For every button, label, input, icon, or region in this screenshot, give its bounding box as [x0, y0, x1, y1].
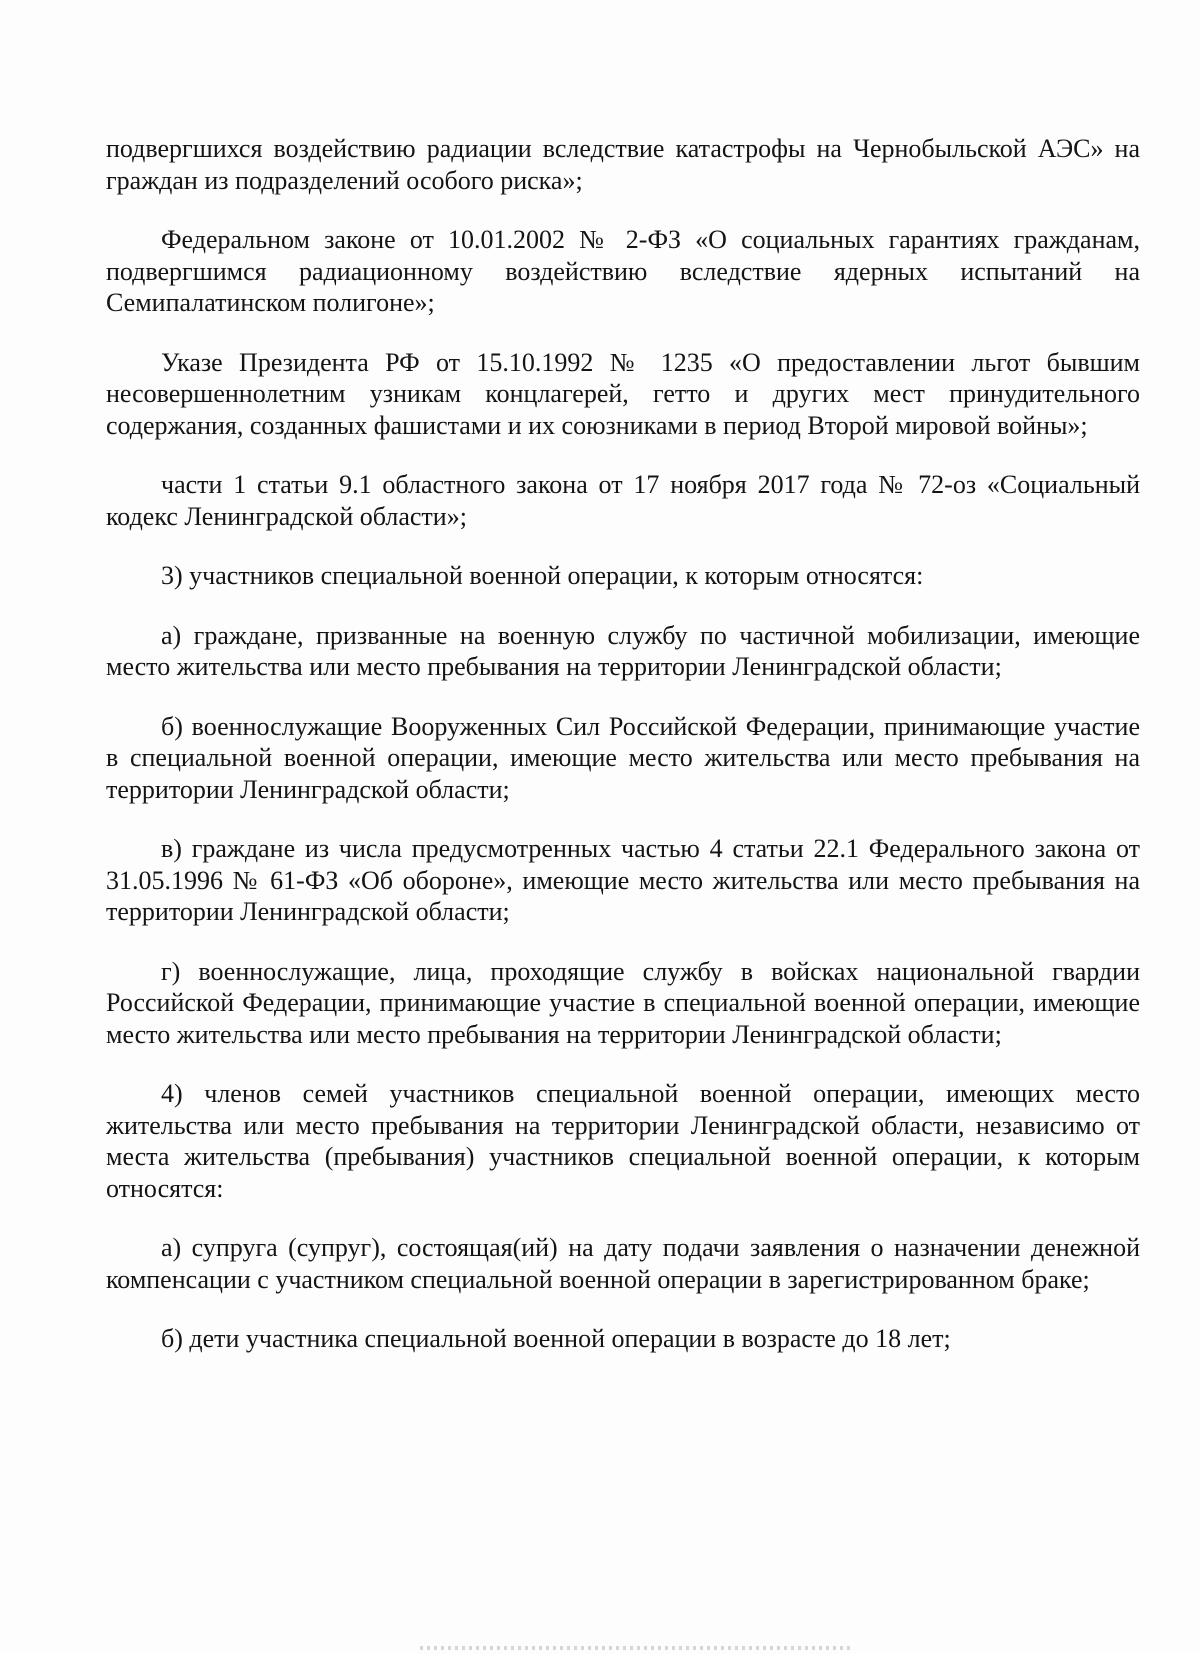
paragraph-item-4a: а) супруга (супруг), состоящая(ий) на дату подачи заявления о назначении денежной компенсации с участником специальной военной операции в зарегистрированном браке; — [106, 1233, 1140, 1294]
paragraph-president-decree: Указе Президента РФ от 15.10.1992 № 1235 «О предоставлении льгот бывшим несовершеннолетним узникам концлагерей, гетто и других мест принудительного содержания, созданных фашистами и их союзниками в период Второй мировой войны»; — [106, 347, 1140, 440]
document-body — [106, 133, 1140, 1383]
paragraph-social-code: части 1 статьи 9.1 областного закона от 17 ноября 2017 года № 72-оз «Социальный кодекс Ленинградской области»; — [106, 470, 1140, 531]
paragraph-item-4-heading: 4) членов семей участников специальной военной операции, имеющих место жительства или место пребывания на территории Ленинградской области, независимо от места жительства (пребывания) участников специальной военной операции, к которым относятся: — [106, 1079, 1140, 1203]
paragraph-item-3-heading: 3) участников специальной военной операции, к которым относятся: — [161, 561, 924, 590]
scan-artifact — [420, 1646, 850, 1650]
paragraph-semipalatinsk-law: Федеральном законе от 10.01.2002 № 2-ФЗ «О социальных гарантиях гражданам, подвергшимся радиационному воздействию вследствие ядерных испытаний на Семипалатинском полигоне»; — [106, 225, 1140, 317]
paragraph-item-3a: а) граждане, призванные на военную службу по частичной мобилизации, имеющие место жительства или место пребывания на территории Ленинградской области; — [106, 620, 1140, 681]
paragraph-item-3b: б) военнослужащие Вооруженных Сил Российской Федерации, принимающие участие в специальной военной операции, имеющие место жительства или место пребывания на территории Ленинградской области; — [106, 711, 1140, 804]
paragraph-item-3v: в) граждане из числа предусмотренных частью 4 статьи 22.1 Федерального закона от 31.05.1996 № 61-ФЗ «Об обороне», имеющие место жительства или место пребывания на территории Ленинградской области; — [106, 834, 1140, 926]
paragraph-chernobyl-continuation: подвергшихся воздействию радиации вследствие катастрофы на Чернобыльской АЭС» на граждан из подразделений особого риска»; — [106, 134, 1140, 195]
paragraph-item-4b: б) дети участника специальной военной операции в возрасте до 18 лет; — [161, 1324, 951, 1353]
paragraph-item-3g: г) военнослужащие, лица, проходящие службу в войсках национальной гвардии Российской Федерации, принимающие участие в специальной военной операции, имеющие место жительства или место пребывания на территории Ленинградской области; — [106, 956, 1140, 1049]
